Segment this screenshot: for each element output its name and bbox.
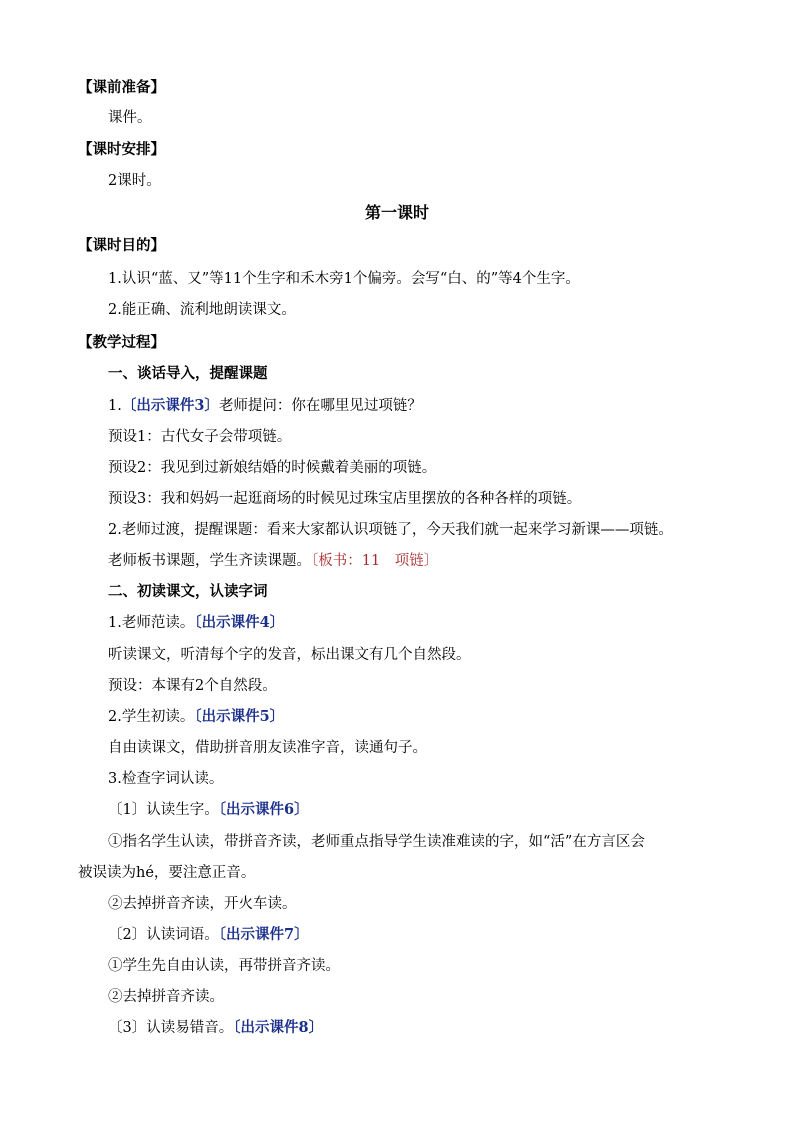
part2-line: ①学生先自由认读，再带拼音齐读。 bbox=[108, 958, 340, 974]
part1-heading: 一、谈话导入，提醒课题 bbox=[108, 365, 268, 382]
item-text: 老师板书课题，学生齐读课题。 bbox=[108, 553, 311, 569]
part2-line: 预设：本课有2个自然段。 bbox=[108, 678, 277, 694]
schedule-heading: 【课时安排】 bbox=[78, 141, 165, 158]
part2-line: 3.检查字词认读。 bbox=[108, 771, 224, 787]
part2-line: ②去掉拼音齐读。 bbox=[108, 989, 224, 1005]
courseware-tag: 〔出示课件6〕 bbox=[218, 801, 309, 818]
goal-item: 1.认识“蓝、又”等11个生字和禾木旁1个偏旁。会写“白、的”等4个生字。 bbox=[108, 271, 580, 287]
part1-line: 预设1：古代女子会带项链。 bbox=[108, 429, 292, 445]
part2-line bbox=[108, 707, 284, 727]
part2-line bbox=[108, 613, 284, 633]
courseware-tag: 〔出示课件8〕 bbox=[233, 1019, 324, 1036]
part2-line: 听读课文，听清每个字的发音，标出课文有几个自然段。 bbox=[108, 647, 471, 663]
part1-line bbox=[108, 396, 422, 416]
prep-body: 课件。 bbox=[108, 110, 152, 126]
goal-item: 2.能正确、流利地朗读课文。 bbox=[108, 302, 296, 318]
item-text: 1.老师范读。 bbox=[108, 615, 195, 631]
courseware-tag: 〔出示课件5〕 bbox=[194, 708, 285, 725]
item-text: 〔3〕认读易错音。 bbox=[108, 1020, 234, 1036]
item-text: 老师提问：你在哪里见过项链？ bbox=[218, 398, 422, 414]
item-text: 2.学生初读。 bbox=[108, 709, 195, 725]
part2-line: 自由读课文，借助拼音朋友读准字音，读通句子。 bbox=[108, 740, 427, 756]
goals-heading: 【课时目的】 bbox=[78, 237, 165, 254]
courseware-tag: 〔出示课件3〕 bbox=[121, 397, 219, 414]
prep-heading: 【课前准备】 bbox=[78, 79, 165, 96]
schedule-body: 2课时。 bbox=[108, 173, 161, 189]
part2-line bbox=[108, 925, 309, 945]
item-number: 1. bbox=[108, 398, 122, 414]
part1-line: 2.老师过渡，提醒课题：看来大家都认识项链了，今天我们就一起来学习新课——项链。 bbox=[108, 522, 673, 538]
blackboard-tag: 〔板书：11 项链〕 bbox=[311, 553, 439, 569]
item-text: 〔2〕认读词语。 bbox=[108, 927, 219, 943]
courseware-tag: 〔出示课件4〕 bbox=[194, 614, 285, 631]
part1-line bbox=[108, 551, 438, 571]
part2-line: ①指名学生认读，带拼音齐读，老师重点指导学生读准难读的字，如“活”在方言区会 bbox=[108, 834, 645, 850]
part2-line: ②去掉拼音齐读，开火车读。 bbox=[108, 896, 297, 912]
item-text: 〔1〕认读生字。 bbox=[108, 802, 219, 818]
process-heading: 【教学过程】 bbox=[78, 334, 165, 351]
lesson-title: 第一课时 bbox=[364, 203, 429, 222]
part2-line bbox=[108, 800, 309, 820]
part1-line: 预设3：我和妈妈一起逛商场的时候见过珠宝店里摆放的各种各样的项链。 bbox=[108, 491, 582, 507]
part2-line: 被误读为hé，要注意正音。 bbox=[78, 865, 256, 881]
part2-line bbox=[108, 1018, 323, 1038]
courseware-tag: 〔出示课件7〕 bbox=[218, 926, 309, 943]
part2-heading: 二、初读课文，认读字词 bbox=[108, 583, 268, 600]
part1-line: 预设2：我见到过新娘结婚的时候戴着美丽的项链。 bbox=[108, 460, 437, 476]
